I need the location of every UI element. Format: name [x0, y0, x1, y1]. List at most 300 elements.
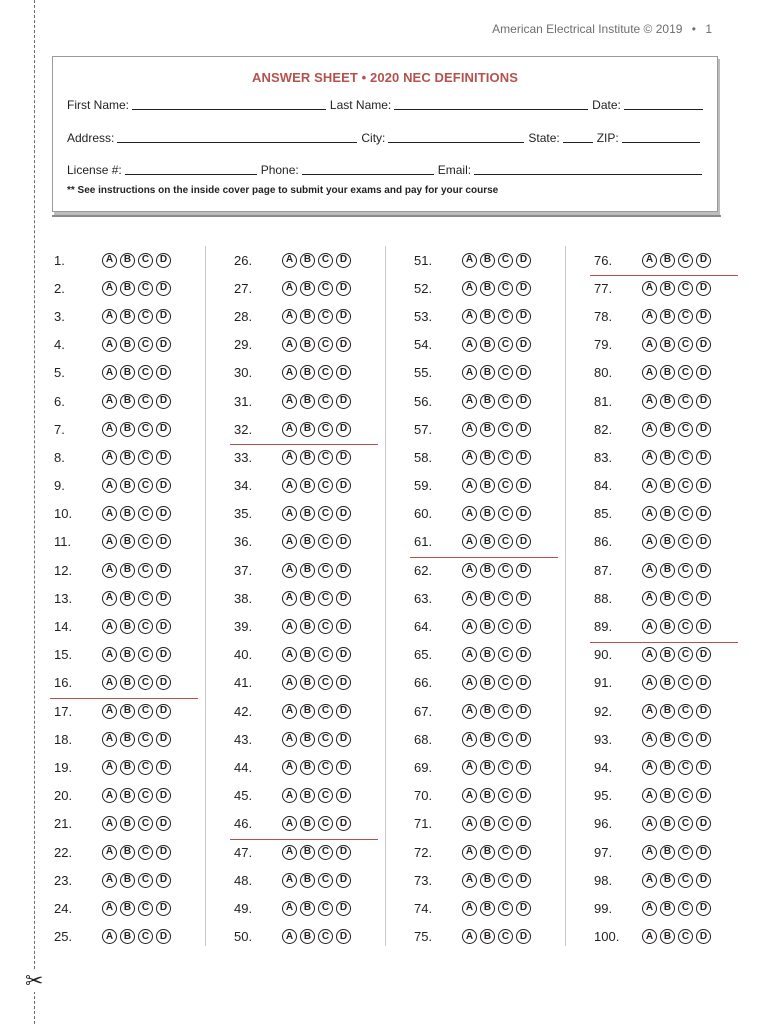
answer-bubble-a[interactable]: A: [282, 704, 297, 719]
answer-bubble-a[interactable]: A: [642, 591, 657, 606]
answer-bubble-d[interactable]: D: [516, 675, 531, 690]
answer-bubble-d[interactable]: D: [156, 816, 171, 831]
answer-bubble-a[interactable]: A: [282, 675, 297, 690]
answer-bubble-c[interactable]: C: [678, 760, 693, 775]
answer-bubble-c[interactable]: C: [498, 591, 513, 606]
answer-bubble-b[interactable]: B: [300, 394, 315, 409]
answer-bubble-d[interactable]: D: [336, 450, 351, 465]
answer-bubble-c[interactable]: C: [318, 450, 333, 465]
answer-bubble-a[interactable]: A: [462, 929, 477, 944]
answer-bubble-b[interactable]: B: [300, 281, 315, 296]
answer-bubble-a[interactable]: A: [462, 394, 477, 409]
answer-bubble-d[interactable]: D: [336, 732, 351, 747]
answer-bubble-a[interactable]: A: [642, 704, 657, 719]
answer-bubble-d[interactable]: D: [156, 732, 171, 747]
answer-bubble-d[interactable]: D: [696, 253, 711, 268]
answer-bubble-c[interactable]: C: [498, 309, 513, 324]
answer-bubble-d[interactable]: D: [156, 704, 171, 719]
answer-bubble-b[interactable]: B: [300, 647, 315, 662]
answer-bubble-a[interactable]: A: [102, 506, 117, 521]
answer-bubble-b[interactable]: B: [660, 450, 675, 465]
answer-bubble-b[interactable]: B: [120, 760, 135, 775]
answer-bubble-c[interactable]: C: [678, 450, 693, 465]
answer-bubble-d[interactable]: D: [516, 337, 531, 352]
answer-bubble-b[interactable]: B: [120, 901, 135, 916]
answer-bubble-a[interactable]: A: [282, 365, 297, 380]
answer-bubble-c[interactable]: C: [498, 845, 513, 860]
answer-bubble-b[interactable]: B: [660, 816, 675, 831]
answer-bubble-a[interactable]: A: [282, 845, 297, 860]
answer-bubble-d[interactable]: D: [336, 760, 351, 775]
answer-bubble-a[interactable]: A: [282, 929, 297, 944]
answer-bubble-b[interactable]: B: [660, 929, 675, 944]
answer-bubble-d[interactable]: D: [336, 845, 351, 860]
answer-bubble-c[interactable]: C: [138, 704, 153, 719]
answer-bubble-d[interactable]: D: [516, 365, 531, 380]
answer-bubble-b[interactable]: B: [120, 845, 135, 860]
answer-bubble-b[interactable]: B: [300, 450, 315, 465]
answer-bubble-c[interactable]: C: [318, 873, 333, 888]
answer-bubble-b[interactable]: B: [660, 647, 675, 662]
answer-bubble-b[interactable]: B: [300, 929, 315, 944]
answer-bubble-b[interactable]: B: [480, 365, 495, 380]
answer-bubble-a[interactable]: A: [642, 675, 657, 690]
answer-bubble-a[interactable]: A: [642, 309, 657, 324]
answer-bubble-d[interactable]: D: [336, 478, 351, 493]
answer-bubble-a[interactable]: A: [462, 478, 477, 493]
answer-bubble-a[interactable]: A: [642, 788, 657, 803]
answer-bubble-d[interactable]: D: [516, 478, 531, 493]
answer-bubble-c[interactable]: C: [318, 929, 333, 944]
answer-bubble-b[interactable]: B: [480, 929, 495, 944]
answer-bubble-c[interactable]: C: [138, 422, 153, 437]
answer-bubble-b[interactable]: B: [660, 281, 675, 296]
answer-bubble-c[interactable]: C: [138, 647, 153, 662]
answer-bubble-d[interactable]: D: [156, 788, 171, 803]
answer-bubble-c[interactable]: C: [498, 929, 513, 944]
answer-bubble-b[interactable]: B: [660, 845, 675, 860]
city-field[interactable]: [388, 131, 524, 143]
answer-bubble-c[interactable]: C: [138, 394, 153, 409]
answer-bubble-d[interactable]: D: [516, 563, 531, 578]
answer-bubble-c[interactable]: C: [498, 901, 513, 916]
answer-bubble-d[interactable]: D: [696, 365, 711, 380]
answer-bubble-a[interactable]: A: [642, 901, 657, 916]
answer-bubble-c[interactable]: C: [138, 478, 153, 493]
answer-bubble-b[interactable]: B: [660, 873, 675, 888]
answer-bubble-d[interactable]: D: [696, 873, 711, 888]
answer-bubble-d[interactable]: D: [336, 563, 351, 578]
answer-bubble-b[interactable]: B: [300, 760, 315, 775]
answer-bubble-c[interactable]: C: [318, 506, 333, 521]
answer-bubble-b[interactable]: B: [120, 675, 135, 690]
answer-bubble-c[interactable]: C: [318, 309, 333, 324]
answer-bubble-c[interactable]: C: [498, 647, 513, 662]
answer-bubble-b[interactable]: B: [120, 732, 135, 747]
answer-bubble-c[interactable]: C: [138, 619, 153, 634]
answer-bubble-a[interactable]: A: [462, 732, 477, 747]
answer-bubble-a[interactable]: A: [642, 450, 657, 465]
answer-bubble-b[interactable]: B: [120, 365, 135, 380]
answer-bubble-c[interactable]: C: [678, 563, 693, 578]
answer-bubble-a[interactable]: A: [282, 619, 297, 634]
answer-bubble-d[interactable]: D: [336, 337, 351, 352]
answer-bubble-b[interactable]: B: [120, 788, 135, 803]
answer-bubble-b[interactable]: B: [480, 788, 495, 803]
answer-bubble-c[interactable]: C: [678, 534, 693, 549]
answer-bubble-b[interactable]: B: [300, 422, 315, 437]
answer-bubble-a[interactable]: A: [102, 534, 117, 549]
answer-bubble-c[interactable]: C: [138, 506, 153, 521]
answer-bubble-a[interactable]: A: [642, 873, 657, 888]
answer-bubble-a[interactable]: A: [102, 253, 117, 268]
answer-bubble-a[interactable]: A: [462, 563, 477, 578]
answer-bubble-b[interactable]: B: [120, 450, 135, 465]
answer-bubble-d[interactable]: D: [696, 816, 711, 831]
answer-bubble-b[interactable]: B: [660, 422, 675, 437]
answer-bubble-b[interactable]: B: [300, 506, 315, 521]
answer-bubble-c[interactable]: C: [498, 816, 513, 831]
answer-bubble-a[interactable]: A: [642, 619, 657, 634]
answer-bubble-c[interactable]: C: [138, 816, 153, 831]
answer-bubble-a[interactable]: A: [462, 450, 477, 465]
answer-bubble-a[interactable]: A: [282, 591, 297, 606]
answer-bubble-d[interactable]: D: [696, 309, 711, 324]
answer-bubble-b[interactable]: B: [660, 365, 675, 380]
answer-bubble-b[interactable]: B: [120, 422, 135, 437]
answer-bubble-b[interactable]: B: [300, 563, 315, 578]
answer-bubble-d[interactable]: D: [696, 647, 711, 662]
answer-bubble-c[interactable]: C: [318, 816, 333, 831]
answer-bubble-b[interactable]: B: [120, 816, 135, 831]
answer-bubble-a[interactable]: A: [642, 760, 657, 775]
answer-bubble-b[interactable]: B: [480, 619, 495, 634]
answer-bubble-a[interactable]: A: [462, 619, 477, 634]
answer-bubble-c[interactable]: C: [318, 619, 333, 634]
answer-bubble-d[interactable]: D: [156, 901, 171, 916]
answer-bubble-d[interactable]: D: [696, 394, 711, 409]
answer-bubble-d[interactable]: D: [516, 929, 531, 944]
answer-bubble-c[interactable]: C: [498, 619, 513, 634]
answer-bubble-a[interactable]: A: [462, 253, 477, 268]
answer-bubble-b[interactable]: B: [480, 506, 495, 521]
answer-bubble-c[interactable]: C: [138, 365, 153, 380]
answer-bubble-d[interactable]: D: [696, 478, 711, 493]
answer-bubble-d[interactable]: D: [156, 619, 171, 634]
answer-bubble-d[interactable]: D: [156, 591, 171, 606]
answer-bubble-d[interactable]: D: [156, 365, 171, 380]
answer-bubble-c[interactable]: C: [318, 675, 333, 690]
answer-bubble-c[interactable]: C: [498, 704, 513, 719]
answer-bubble-a[interactable]: A: [102, 845, 117, 860]
answer-bubble-a[interactable]: A: [102, 422, 117, 437]
answer-bubble-b[interactable]: B: [120, 591, 135, 606]
answer-bubble-a[interactable]: A: [102, 647, 117, 662]
answer-bubble-d[interactable]: D: [696, 506, 711, 521]
answer-bubble-d[interactable]: D: [156, 450, 171, 465]
answer-bubble-a[interactable]: A: [462, 704, 477, 719]
answer-bubble-c[interactable]: C: [498, 534, 513, 549]
answer-bubble-d[interactable]: D: [696, 845, 711, 860]
email-field[interactable]: [474, 163, 702, 175]
answer-bubble-d[interactable]: D: [516, 394, 531, 409]
answer-bubble-d[interactable]: D: [336, 309, 351, 324]
answer-bubble-c[interactable]: C: [138, 732, 153, 747]
date-field[interactable]: [624, 98, 703, 110]
answer-bubble-b[interactable]: B: [300, 732, 315, 747]
answer-bubble-a[interactable]: A: [462, 534, 477, 549]
answer-bubble-b[interactable]: B: [480, 675, 495, 690]
answer-bubble-c[interactable]: C: [678, 337, 693, 352]
answer-bubble-d[interactable]: D: [696, 929, 711, 944]
answer-bubble-c[interactable]: C: [678, 704, 693, 719]
answer-bubble-c[interactable]: C: [678, 845, 693, 860]
answer-bubble-c[interactable]: C: [498, 478, 513, 493]
answer-bubble-d[interactable]: D: [156, 873, 171, 888]
answer-bubble-d[interactable]: D: [696, 732, 711, 747]
answer-bubble-b[interactable]: B: [300, 704, 315, 719]
answer-bubble-a[interactable]: A: [282, 563, 297, 578]
answer-bubble-c[interactable]: C: [318, 337, 333, 352]
answer-bubble-b[interactable]: B: [480, 760, 495, 775]
answer-bubble-c[interactable]: C: [138, 675, 153, 690]
answer-bubble-a[interactable]: A: [102, 309, 117, 324]
answer-bubble-d[interactable]: D: [156, 478, 171, 493]
answer-bubble-a[interactable]: A: [102, 450, 117, 465]
answer-bubble-d[interactable]: D: [696, 760, 711, 775]
answer-bubble-c[interactable]: C: [498, 675, 513, 690]
answer-bubble-c[interactable]: C: [498, 450, 513, 465]
license-field[interactable]: [125, 163, 257, 175]
answer-bubble-c[interactable]: C: [498, 873, 513, 888]
answer-bubble-b[interactable]: B: [300, 478, 315, 493]
answer-bubble-a[interactable]: A: [462, 647, 477, 662]
answer-bubble-b[interactable]: B: [300, 788, 315, 803]
answer-bubble-a[interactable]: A: [282, 647, 297, 662]
answer-bubble-a[interactable]: A: [462, 309, 477, 324]
answer-bubble-b[interactable]: B: [660, 619, 675, 634]
answer-bubble-a[interactable]: A: [282, 450, 297, 465]
answer-bubble-c[interactable]: C: [138, 760, 153, 775]
answer-bubble-b[interactable]: B: [300, 534, 315, 549]
answer-bubble-d[interactable]: D: [516, 253, 531, 268]
answer-bubble-b[interactable]: B: [120, 478, 135, 493]
answer-bubble-d[interactable]: D: [696, 534, 711, 549]
answer-bubble-b[interactable]: B: [660, 901, 675, 916]
answer-bubble-a[interactable]: A: [642, 365, 657, 380]
answer-bubble-b[interactable]: B: [660, 760, 675, 775]
answer-bubble-a[interactable]: A: [642, 534, 657, 549]
answer-bubble-a[interactable]: A: [462, 873, 477, 888]
answer-bubble-b[interactable]: B: [120, 337, 135, 352]
answer-bubble-c[interactable]: C: [138, 845, 153, 860]
answer-bubble-a[interactable]: A: [462, 506, 477, 521]
answer-bubble-d[interactable]: D: [336, 591, 351, 606]
answer-bubble-d[interactable]: D: [696, 281, 711, 296]
answer-bubble-b[interactable]: B: [120, 929, 135, 944]
answer-bubble-c[interactable]: C: [138, 591, 153, 606]
answer-bubble-a[interactable]: A: [102, 732, 117, 747]
answer-bubble-a[interactable]: A: [102, 281, 117, 296]
answer-bubble-c[interactable]: C: [678, 478, 693, 493]
answer-bubble-d[interactable]: D: [156, 929, 171, 944]
answer-bubble-a[interactable]: A: [282, 309, 297, 324]
answer-bubble-a[interactable]: A: [462, 845, 477, 860]
answer-bubble-d[interactable]: D: [516, 788, 531, 803]
answer-bubble-b[interactable]: B: [480, 534, 495, 549]
answer-bubble-c[interactable]: C: [138, 901, 153, 916]
answer-bubble-b[interactable]: B: [300, 816, 315, 831]
answer-bubble-c[interactable]: C: [318, 901, 333, 916]
answer-bubble-d[interactable]: D: [696, 450, 711, 465]
answer-bubble-b[interactable]: B: [480, 450, 495, 465]
state-field[interactable]: [563, 131, 593, 143]
answer-bubble-c[interactable]: C: [678, 619, 693, 634]
answer-bubble-c[interactable]: C: [318, 732, 333, 747]
answer-bubble-b[interactable]: B: [660, 675, 675, 690]
answer-bubble-c[interactable]: C: [498, 788, 513, 803]
answer-bubble-c[interactable]: C: [318, 394, 333, 409]
answer-bubble-c[interactable]: C: [138, 929, 153, 944]
answer-bubble-c[interactable]: C: [678, 309, 693, 324]
answer-bubble-c[interactable]: C: [318, 647, 333, 662]
answer-bubble-a[interactable]: A: [282, 422, 297, 437]
answer-bubble-a[interactable]: A: [282, 816, 297, 831]
answer-bubble-b[interactable]: B: [480, 845, 495, 860]
answer-bubble-a[interactable]: A: [102, 760, 117, 775]
answer-bubble-c[interactable]: C: [318, 534, 333, 549]
answer-bubble-d[interactable]: D: [516, 450, 531, 465]
answer-bubble-b[interactable]: B: [120, 394, 135, 409]
answer-bubble-a[interactable]: A: [102, 591, 117, 606]
answer-bubble-a[interactable]: A: [282, 281, 297, 296]
answer-bubble-d[interactable]: D: [156, 534, 171, 549]
answer-bubble-a[interactable]: A: [642, 478, 657, 493]
answer-bubble-c[interactable]: C: [138, 450, 153, 465]
answer-bubble-c[interactable]: C: [498, 422, 513, 437]
answer-bubble-a[interactable]: A: [462, 337, 477, 352]
phone-field[interactable]: [302, 163, 434, 175]
answer-bubble-c[interactable]: C: [318, 845, 333, 860]
answer-bubble-c[interactable]: C: [678, 901, 693, 916]
answer-bubble-a[interactable]: A: [282, 760, 297, 775]
answer-bubble-d[interactable]: D: [696, 788, 711, 803]
answer-bubble-c[interactable]: C: [318, 422, 333, 437]
answer-bubble-b[interactable]: B: [480, 591, 495, 606]
answer-bubble-c[interactable]: C: [678, 675, 693, 690]
answer-bubble-d[interactable]: D: [336, 704, 351, 719]
answer-bubble-a[interactable]: A: [102, 675, 117, 690]
answer-bubble-a[interactable]: A: [102, 704, 117, 719]
answer-bubble-c[interactable]: C: [678, 422, 693, 437]
answer-bubble-d[interactable]: D: [516, 760, 531, 775]
answer-bubble-d[interactable]: D: [516, 309, 531, 324]
answer-bubble-d[interactable]: D: [336, 929, 351, 944]
answer-bubble-c[interactable]: C: [678, 394, 693, 409]
answer-bubble-a[interactable]: A: [102, 563, 117, 578]
answer-bubble-a[interactable]: A: [282, 253, 297, 268]
answer-bubble-b[interactable]: B: [660, 732, 675, 747]
answer-bubble-c[interactable]: C: [318, 704, 333, 719]
answer-bubble-c[interactable]: C: [318, 591, 333, 606]
answer-bubble-b[interactable]: B: [120, 704, 135, 719]
answer-bubble-a[interactable]: A: [462, 422, 477, 437]
answer-bubble-d[interactable]: D: [156, 675, 171, 690]
answer-bubble-b[interactable]: B: [480, 478, 495, 493]
answer-bubble-a[interactable]: A: [642, 337, 657, 352]
answer-bubble-d[interactable]: D: [696, 563, 711, 578]
answer-bubble-b[interactable]: B: [120, 309, 135, 324]
answer-bubble-b[interactable]: B: [120, 253, 135, 268]
answer-bubble-a[interactable]: A: [642, 422, 657, 437]
answer-bubble-d[interactable]: D: [516, 901, 531, 916]
answer-bubble-c[interactable]: C: [678, 788, 693, 803]
answer-bubble-c[interactable]: C: [678, 929, 693, 944]
answer-bubble-a[interactable]: A: [102, 929, 117, 944]
answer-bubble-d[interactable]: D: [696, 619, 711, 634]
answer-bubble-a[interactable]: A: [642, 253, 657, 268]
answer-bubble-d[interactable]: D: [516, 281, 531, 296]
answer-bubble-d[interactable]: D: [696, 337, 711, 352]
answer-bubble-d[interactable]: D: [336, 281, 351, 296]
answer-bubble-a[interactable]: A: [462, 675, 477, 690]
answer-bubble-b[interactable]: B: [300, 309, 315, 324]
answer-bubble-c[interactable]: C: [138, 253, 153, 268]
answer-bubble-b[interactable]: B: [120, 563, 135, 578]
answer-bubble-b[interactable]: B: [660, 394, 675, 409]
answer-bubble-c[interactable]: C: [678, 253, 693, 268]
answer-bubble-d[interactable]: D: [516, 816, 531, 831]
answer-bubble-a[interactable]: A: [102, 873, 117, 888]
answer-bubble-c[interactable]: C: [678, 365, 693, 380]
answer-bubble-a[interactable]: A: [642, 732, 657, 747]
answer-bubble-d[interactable]: D: [336, 647, 351, 662]
answer-bubble-a[interactable]: A: [642, 845, 657, 860]
answer-bubble-d[interactable]: D: [516, 647, 531, 662]
answer-bubble-a[interactable]: A: [642, 647, 657, 662]
answer-bubble-a[interactable]: A: [102, 337, 117, 352]
answer-bubble-c[interactable]: C: [498, 760, 513, 775]
answer-bubble-d[interactable]: D: [336, 619, 351, 634]
address-field[interactable]: [117, 131, 357, 143]
answer-bubble-b[interactable]: B: [120, 506, 135, 521]
answer-bubble-b[interactable]: B: [660, 704, 675, 719]
answer-bubble-d[interactable]: D: [696, 422, 711, 437]
answer-bubble-d[interactable]: D: [336, 394, 351, 409]
answer-bubble-d[interactable]: D: [516, 704, 531, 719]
answer-bubble-b[interactable]: B: [480, 704, 495, 719]
answer-bubble-c[interactable]: C: [678, 506, 693, 521]
answer-bubble-a[interactable]: A: [462, 901, 477, 916]
answer-bubble-c[interactable]: C: [678, 732, 693, 747]
answer-bubble-d[interactable]: D: [696, 901, 711, 916]
answer-bubble-c[interactable]: C: [498, 563, 513, 578]
answer-bubble-a[interactable]: A: [282, 478, 297, 493]
answer-bubble-b[interactable]: B: [660, 253, 675, 268]
answer-bubble-a[interactable]: A: [282, 534, 297, 549]
answer-bubble-d[interactable]: D: [336, 253, 351, 268]
answer-bubble-a[interactable]: A: [102, 901, 117, 916]
answer-bubble-a[interactable]: A: [642, 281, 657, 296]
answer-bubble-a[interactable]: A: [282, 901, 297, 916]
answer-bubble-d[interactable]: D: [336, 422, 351, 437]
answer-bubble-c[interactable]: C: [138, 788, 153, 803]
answer-bubble-c[interactable]: C: [498, 732, 513, 747]
answer-bubble-a[interactable]: A: [642, 394, 657, 409]
answer-bubble-a[interactable]: A: [282, 873, 297, 888]
answer-bubble-d[interactable]: D: [336, 675, 351, 690]
answer-bubble-c[interactable]: C: [318, 365, 333, 380]
